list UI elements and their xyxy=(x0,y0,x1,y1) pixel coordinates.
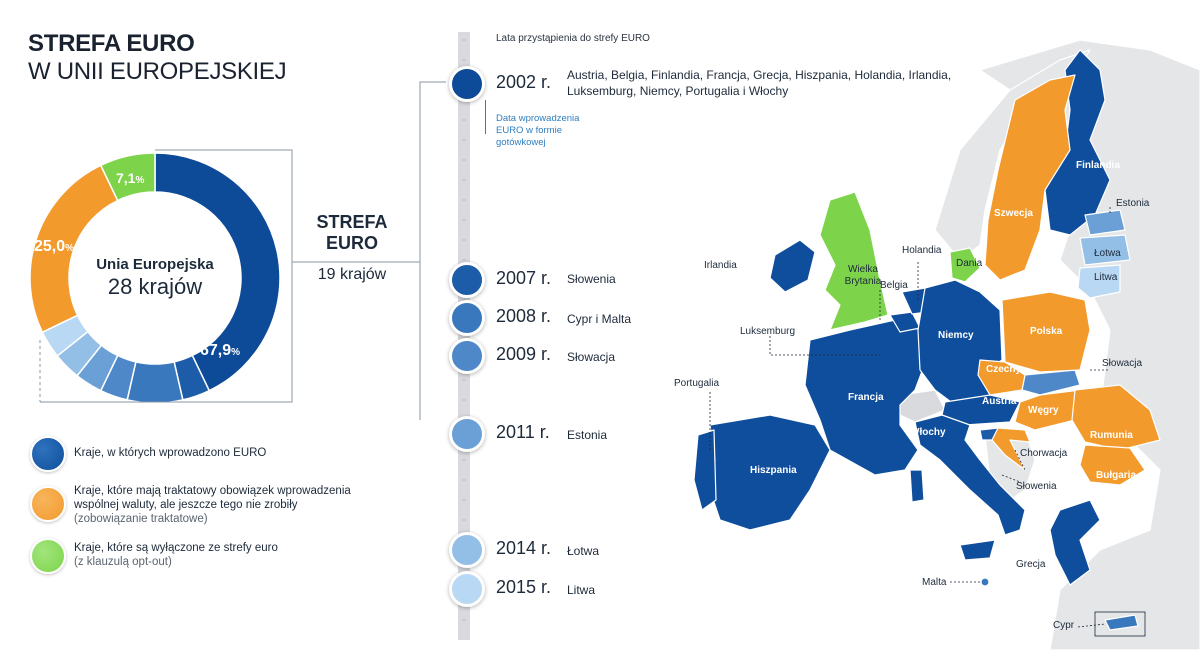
map-label-hiszpania: Hiszpania xyxy=(750,465,797,476)
donut-label-euro: 67,9% xyxy=(200,342,241,359)
map-label-irlandia: Irlandia xyxy=(704,260,737,271)
map-label-lotwa: Łotwa xyxy=(1094,248,1121,259)
map-label-slowenia: Słowenia xyxy=(1016,481,1057,492)
timeline-node-2011 xyxy=(449,416,485,452)
timeline-countries-2002-line2: Luksemburg, Niemcy, Portugalia i Włochy xyxy=(567,84,789,98)
note-connector xyxy=(485,100,486,134)
timeline-heading: Lata przystąpienia do strefy EURO xyxy=(496,33,650,44)
map-sycylia xyxy=(960,540,995,560)
map-label-grecja: Grecja xyxy=(1016,559,1046,570)
map-label-slowacja: Słowacja xyxy=(1102,358,1143,369)
map-irlandia xyxy=(770,240,815,292)
timeline-countries-2008: Cypr i Malta xyxy=(567,312,632,326)
legend-label: Kraje, w których wprowadzono EURO xyxy=(74,447,267,459)
timeline-note-2002: Data wprowadzenia EURO w formie gotówkowej xyxy=(496,113,580,148)
timeline-node-2008 xyxy=(449,300,485,336)
map-sardynia xyxy=(910,470,924,502)
legend-label: Kraje, które mają traktatowy obowiązek wprowadzenia wspólnej waluty, ale jeszcze tego nie zrobiły (zobowiązanie traktatowe) xyxy=(74,485,351,525)
map-label-wlochy: Włochy xyxy=(910,427,946,438)
donut-center-title: Unia Europejska xyxy=(96,256,214,273)
legend-item-optout xyxy=(30,538,370,572)
eurozone-count: 19 krajów xyxy=(317,266,387,283)
eurozone-label: STREFA EURO xyxy=(316,212,388,253)
timeline-year-2014: 2014 r. xyxy=(496,538,552,558)
map-wielka-brytania xyxy=(820,192,888,330)
timeline-countries-2014: Łotwa xyxy=(567,544,600,558)
timeline-node-2009 xyxy=(449,338,485,374)
legend-dot-icon xyxy=(30,538,66,574)
donut-label-obligation: 25,0% xyxy=(34,238,75,255)
map-label-szwecja: Szwecja xyxy=(994,208,1033,219)
map-label-estonia: Estonia xyxy=(1116,198,1150,209)
map-label-wegry: Węgry xyxy=(1028,405,1059,416)
map-portugalia xyxy=(694,430,716,510)
timeline-year-2011: 2011 r. xyxy=(496,422,550,442)
map-label-portugalia: Portugalia xyxy=(674,378,720,389)
map-label-dania: Dania xyxy=(956,258,983,269)
timeline-countries-2007: Słowenia xyxy=(567,272,616,286)
legend-dot-icon xyxy=(30,436,66,472)
timeline-year-2002: 2002 r. xyxy=(496,72,552,92)
page-title: STREFA EURO xyxy=(28,30,195,57)
timeline-node-2014 xyxy=(449,532,485,568)
donut-center-count: 28 krajów xyxy=(107,274,203,299)
map-label-litwa: Litwa xyxy=(1094,272,1118,283)
legend-note: (z klauzulą opt-out) xyxy=(74,556,172,568)
map-label-rumunia: Rumunia xyxy=(1090,430,1133,441)
legend-item-euro xyxy=(30,436,370,470)
map-malta xyxy=(981,578,989,586)
map-label-francja: Francja xyxy=(848,392,884,403)
timeline-year-2008: 2008 r. xyxy=(496,306,552,326)
map-label-wielka-brytania: Wielka Brytania xyxy=(844,264,882,287)
map-label-czechy: Czechy xyxy=(986,364,1022,375)
map-label-austria: Austria xyxy=(982,396,1017,407)
map-label-polska: Polska xyxy=(1030,326,1063,337)
map-estonia xyxy=(1085,210,1125,235)
map-label-chorwacja: Chorwacja xyxy=(1020,448,1068,459)
page-subtitle: W UNII EUROPEJSKIEJ xyxy=(28,58,287,85)
donut-label-optout: 7,1% xyxy=(116,170,145,186)
timeline-year-2015: 2015 r. xyxy=(496,577,552,597)
timeline-year-2007: 2007 r. xyxy=(496,268,552,288)
legend-item-obligation xyxy=(30,482,370,526)
map-label-malta: Malta xyxy=(922,577,947,588)
map-label-niemcy: Niemcy xyxy=(938,330,974,341)
timeline-year-2009: 2009 r. xyxy=(496,344,552,364)
legend-note: (zobowiązanie traktatowe) xyxy=(74,513,208,525)
timeline-countries-2002: Austria, Belgia, Finlandia, Francja, Grecja, Hiszpania, Holandia, Irlandia, xyxy=(567,68,952,82)
map-label-holandia: Holandia xyxy=(902,245,942,256)
timeline-node-2007 xyxy=(449,262,485,298)
timeline-node-2002 xyxy=(449,66,485,102)
legend-dot-icon xyxy=(30,486,66,522)
map-label-bulgaria: Bułgaria xyxy=(1096,470,1137,481)
map-label-luksemburg: Luksemburg xyxy=(740,326,796,337)
map-label-belgia: Belgia xyxy=(880,280,908,291)
legend-label: Kraje, które są wyłączone ze strefy euro (z klauzulą opt-out) xyxy=(74,542,278,568)
timeline-countries-2015: Litwa xyxy=(567,583,596,597)
timeline-countries-2009: Słowacja xyxy=(567,350,616,364)
timeline-node-2015 xyxy=(449,571,485,607)
map-label-cypr: Cypr xyxy=(1053,620,1075,631)
map-label-finlandia: Finlandia xyxy=(1076,160,1120,171)
bracket-lines xyxy=(0,0,480,420)
timeline-countries-2011: Estonia xyxy=(567,428,608,442)
